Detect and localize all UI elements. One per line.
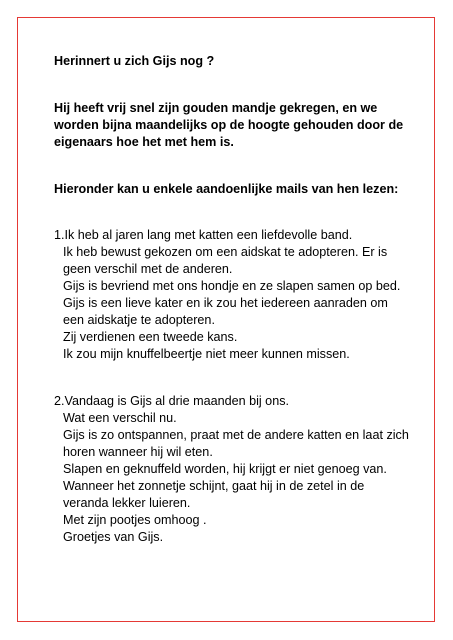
mail-line: Slapen en geknuffeld worden, hij krijgt er niet genoeg van. <box>63 462 387 476</box>
mail-line: Gijs is zo ontspannen, praat met de andere katten en laat zich <box>63 428 409 442</box>
mail-line: geen verschil met de anderen. <box>63 262 233 276</box>
mails-heading: Hieronder kan u enkele aandoenlijke mails van hen lezen: <box>54 182 399 196</box>
intro-line: eigenaars hoe het met hem is. <box>54 135 234 149</box>
document-body <box>54 53 414 576</box>
mail-2 <box>54 393 414 546</box>
mail-line: Met zijn pootjes omhoog . <box>63 513 207 527</box>
document-title: Herinnert u zich Gijs nog ? <box>54 54 215 68</box>
mail-line: Groetjes van Gijs. <box>63 530 164 544</box>
mail-line: Wanneer het zonnetje schijnt, gaat hij in de zetel in de <box>63 479 365 493</box>
mail-line: veranda lekker luieren. <box>63 496 191 510</box>
mail-line: Zij verdienen een tweede kans. <box>63 330 238 344</box>
mail-line: een aidskatje te adopteren. <box>63 313 215 327</box>
intro-line: Hij heeft vrij snel zijn gouden mandje gekregen, en we <box>54 101 378 115</box>
mail-line: Gijs is een lieve kater en ik zou het iedereen aanraden om <box>63 296 388 310</box>
intro-paragraph <box>54 100 414 151</box>
mail-line: 2.Vandaag is Gijs al drie maanden bij ons. <box>54 394 289 408</box>
mail-line: Wat een verschil nu. <box>63 411 177 425</box>
mail-line: Ik heb bewust gekozen om een aidskat te adopteren. Er is <box>63 245 388 259</box>
mail-line: horen wanneer hij wil eten. <box>63 445 213 459</box>
mail-line: Gijs is bevriend met ons hondje en ze slapen samen op bed. <box>63 279 401 293</box>
intro-line: worden bijna maandelijks op de hoogte gehouden door de <box>54 118 404 132</box>
mail-line: 1.Ik heb al jaren lang met katten een liefdevolle band. <box>54 228 353 242</box>
mail-line: Ik zou mijn knuffelbeertje niet meer kunnen missen. <box>63 347 350 361</box>
mail-1 <box>54 227 414 363</box>
